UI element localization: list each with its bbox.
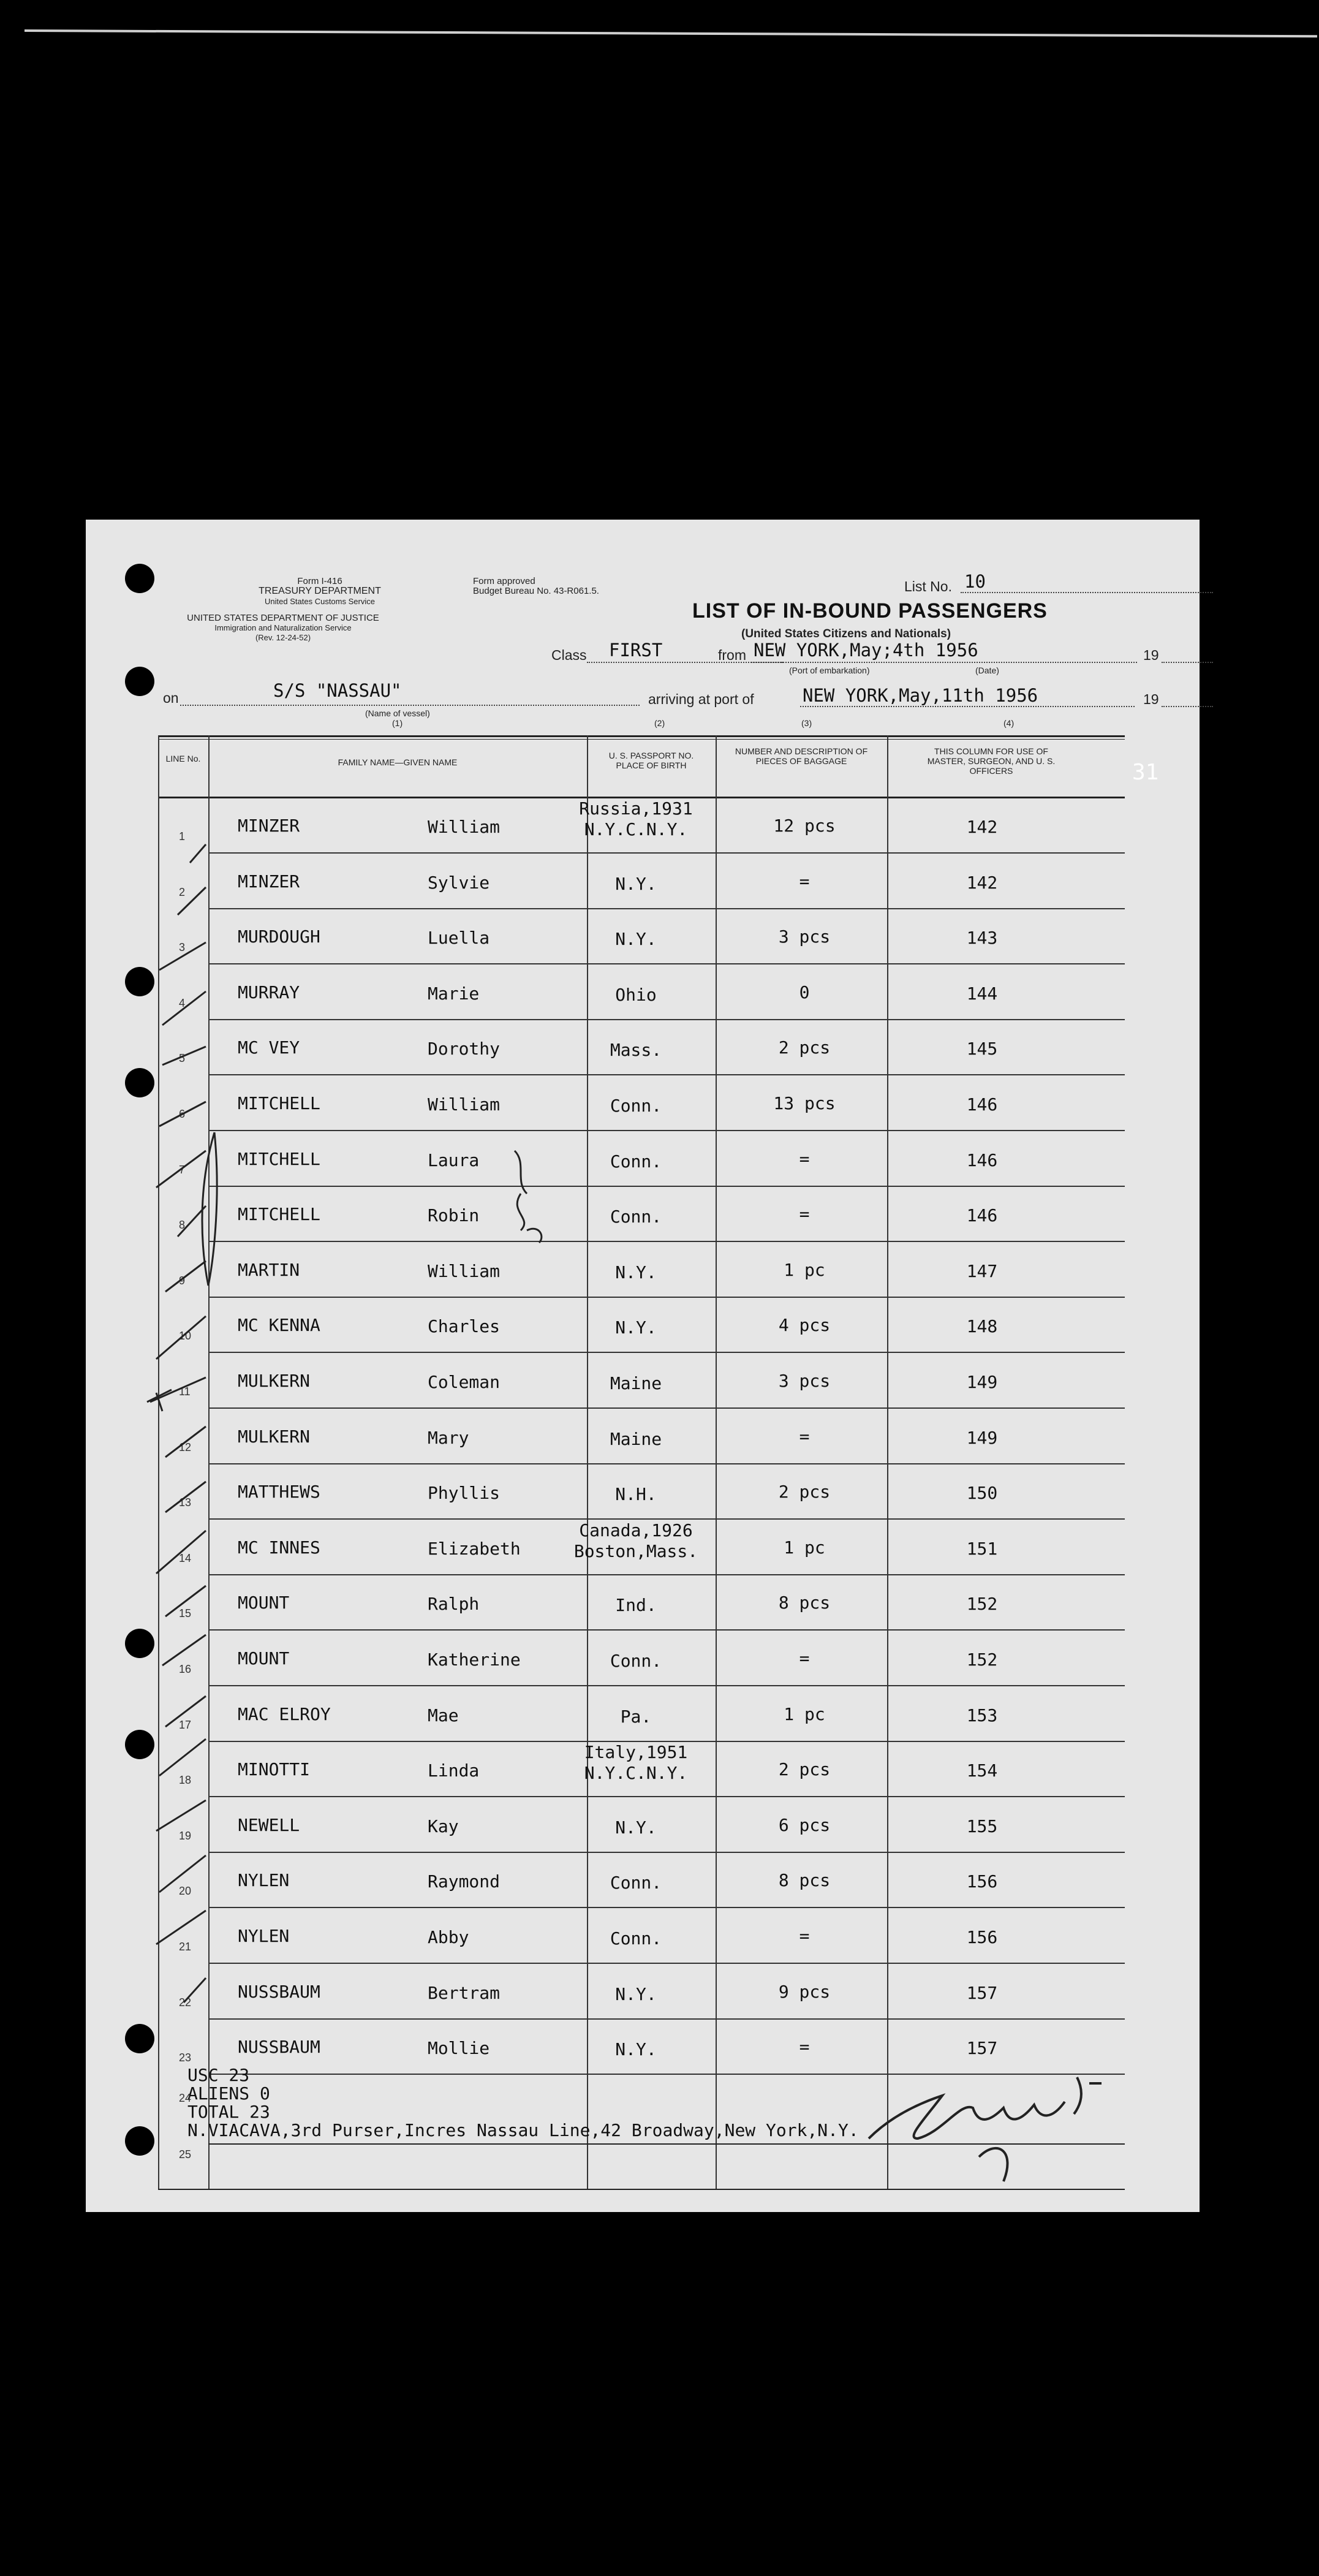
family-name: MC INNES (238, 1537, 320, 1558)
given-name: William (428, 1260, 501, 1281)
line-number: 13 (179, 1496, 192, 1509)
budget-bureau: Budget Bureau No. 43-R061.5. (473, 586, 599, 596)
scan-edge-line (25, 29, 1317, 37)
baggage: 9 pcs (778, 1981, 831, 2002)
line-number: 3 (179, 941, 186, 954)
place-of-birth: N.Y. (615, 1817, 657, 1838)
officer-number: 142 (966, 817, 998, 837)
arriving-value: NEW YORK,May,11th 1956 (803, 685, 1038, 706)
baggage: 6 pcs (778, 1814, 831, 1835)
place-of-birth: N.Y. (615, 1983, 657, 2004)
embark-caption: (Port of embarkation) (789, 665, 870, 675)
place-of-birth: Mass. (610, 1040, 662, 1061)
officer-number: 142 (966, 872, 998, 893)
ins-service: Immigration and Naturalization Service (214, 623, 352, 632)
family-name: MINZER (238, 871, 300, 892)
baggage: 3 pcs (778, 1371, 831, 1391)
given-name: Charles (428, 1316, 501, 1337)
arriving-label: arriving at port of (648, 691, 754, 707)
line-number: 14 (179, 1551, 192, 1564)
line-number: 4 (179, 996, 186, 1009)
caption-3: (3) (801, 718, 812, 728)
baggage: 0 (799, 982, 810, 1002)
family-name: MURRAY (238, 982, 300, 1002)
vessel-name: S/S "NASSAU" (273, 680, 402, 701)
given-name: Robin (428, 1205, 480, 1226)
given-name: Kay (428, 1816, 459, 1836)
line-number: 9 (179, 1274, 186, 1287)
grand-total: TOTAL 23 (187, 2102, 270, 2122)
header-name: FAMILY NAME—GIVEN NAME (338, 757, 458, 767)
given-name: Raymond (428, 1871, 501, 1892)
baggage: = (799, 2037, 810, 2058)
baggage: 1 pc (784, 1259, 825, 1280)
place-of-birth-line1: Canada,1926 (579, 1520, 693, 1540)
place-of-birth-line2: N.Y.C.N.Y. (584, 819, 688, 839)
revision: (Rev. 12-24-52) (255, 633, 311, 642)
line-number: 1 (179, 830, 186, 843)
header-baggage: NUMBER AND DESCRIPTION OF PIECES OF BAGGAGE (735, 746, 868, 766)
list-no-value: 10 (964, 571, 986, 592)
given-name: Mae (428, 1705, 459, 1726)
family-name: MAC ELROY (238, 1703, 331, 1724)
caption-2: (2) (654, 718, 665, 728)
place-of-birth: Conn. (610, 1207, 662, 1227)
form-title: LIST OF IN-BOUND PASSENGERS (692, 599, 1048, 623)
family-name: NYLEN (238, 1870, 290, 1891)
baggage: 8 pcs (778, 1870, 831, 1891)
officer-number: 157 (966, 1982, 998, 2003)
family-name: MATTHEWS (238, 1482, 320, 1502)
given-name: Laura (428, 1150, 480, 1170)
given-name: Bertram (428, 1982, 501, 2003)
place-of-birth: N.Y. (615, 873, 657, 894)
arriving-year-suffix: 19 (1143, 691, 1159, 707)
baggage: 13 pcs (773, 1093, 836, 1113)
place-of-birth: N.Y. (615, 929, 657, 950)
officer-number: 156 (966, 1927, 998, 1947)
officer-number: 146 (966, 1094, 998, 1115)
baggage: 2 pcs (778, 1759, 831, 1780)
officer-number: 144 (966, 983, 998, 1004)
line-number: 5 (179, 1052, 186, 1065)
place-of-birth: N.Y. (615, 1317, 657, 1338)
family-name: MITCHELL (238, 1148, 320, 1169)
usc-total: USC 23 (187, 2065, 250, 2085)
baggage: 8 pcs (778, 1593, 831, 1613)
family-name: MC KENNA (238, 1315, 320, 1336)
given-name: Mollie (428, 2038, 490, 2059)
given-name: Ralph (428, 1594, 480, 1615)
place-of-birth: Conn. (610, 1873, 662, 1893)
officer-number: 155 (966, 1816, 998, 1836)
manifest-page (86, 520, 1200, 2212)
officer-number: 154 (966, 1760, 998, 1781)
given-name: William (428, 1094, 501, 1115)
treasury-dept: TREASURY DEPARTMENT (259, 586, 381, 596)
officer-number: 145 (966, 1039, 998, 1059)
baggage: 4 pcs (778, 1315, 831, 1336)
from-value: NEW YORK,May;4th 1956 (754, 640, 978, 661)
baggage: = (799, 1926, 810, 1946)
officer-number: 147 (966, 1260, 998, 1281)
family-name: MULKERN (238, 1371, 311, 1391)
line-number: 20 (179, 1885, 192, 1898)
place-of-birth: Maine (610, 1373, 662, 1393)
aliens-total: ALIENS 0 (187, 2083, 270, 2104)
vessel-caption: (Name of vessel) (365, 708, 430, 718)
place-of-birth: N.Y. (615, 2039, 657, 2060)
justice-dept: UNITED STATES DEPARTMENT OF JUSTICE (187, 613, 379, 623)
family-name: MOUNT (238, 1593, 290, 1613)
family-name: MITCHELL (238, 1204, 320, 1225)
side-page-number: 31 (1132, 760, 1159, 785)
place-of-birth: Ohio (615, 984, 657, 1005)
given-name: Luella (428, 928, 490, 949)
family-name: NUSSBAUM (238, 2037, 320, 2058)
place-of-birth-line2: Boston,Mass. (573, 1540, 698, 1561)
class-label: Class (551, 647, 587, 663)
given-name: Coleman (428, 1372, 501, 1392)
date-caption: (Date) (975, 665, 999, 675)
baggage: = (799, 871, 810, 892)
given-name: Marie (428, 983, 480, 1004)
form-subtitle: (United States Citizens and Nationals) (741, 627, 951, 640)
family-name: NUSSBAUM (238, 1981, 320, 2002)
baggage: = (799, 1648, 810, 1669)
officer-number: 146 (966, 1205, 998, 1226)
place-of-birth: N.Y. (615, 1262, 657, 1282)
line-number: 8 (179, 1219, 186, 1232)
given-name: Dorothy (428, 1039, 501, 1059)
form-number: Form I-416 (297, 576, 342, 586)
header-officers: THIS COLUMN FOR USE OF MASTER, SURGEON, AND U. S. OFFICERS (927, 746, 1056, 776)
handwritten-checkmarks (86, 520, 1200, 2212)
line-number: 6 (179, 1108, 186, 1120)
place-of-birth-line1: Russia,1931 (579, 798, 693, 819)
line-number: 19 (179, 1829, 192, 1842)
line-number: 16 (179, 1663, 192, 1675)
from-label: from (718, 647, 746, 663)
place-of-birth: Conn. (610, 1928, 662, 1949)
line-number: 21 (179, 1941, 192, 1953)
given-name: Katherine (428, 1650, 521, 1670)
caption-1: (1) (392, 718, 403, 728)
officer-number: 149 (966, 1427, 998, 1448)
family-name: MITCHELL (238, 1093, 320, 1113)
place-of-birth: Maine (610, 1428, 662, 1449)
baggage: 2 pcs (778, 1482, 831, 1502)
year-suffix: 19 (1143, 647, 1159, 663)
line-number-24: 24 (179, 2092, 192, 2104)
baggage: 1 pc (784, 1537, 825, 1558)
line-number: 23 (179, 2051, 192, 2064)
given-name: Mary (428, 1427, 469, 1448)
given-name: Abby (428, 1927, 469, 1947)
customs-service: United States Customs Service (265, 597, 375, 606)
given-name: Sylvie (428, 872, 490, 893)
line-number: 15 (179, 1607, 192, 1620)
baggage: = (799, 1426, 810, 1447)
caption-4: (4) (1003, 718, 1015, 728)
officer-number: 143 (966, 928, 998, 949)
family-name: MC VEY (238, 1037, 300, 1058)
officer-number: 151 (966, 1538, 998, 1559)
officer-number: 152 (966, 1594, 998, 1615)
line-number: 22 (179, 1996, 192, 2009)
officer-number: 148 (966, 1316, 998, 1337)
line-number: 12 (179, 1441, 192, 1453)
place-of-birth-line2: N.Y.C.N.Y. (584, 1763, 688, 1784)
officer-number: 156 (966, 1871, 998, 1892)
officer-number: 149 (966, 1372, 998, 1392)
officer-number: 146 (966, 1150, 998, 1170)
place-of-birth: Conn. (610, 1096, 662, 1116)
given-name: Phyllis (428, 1483, 501, 1504)
place-of-birth: N.H. (615, 1484, 657, 1505)
family-name: MARTIN (238, 1259, 300, 1280)
family-name: MURDOUGH (238, 926, 320, 947)
line-number: 10 (179, 1330, 192, 1343)
place-of-birth: Conn. (610, 1151, 662, 1172)
given-name: Linda (428, 1760, 480, 1781)
place-of-birth-line1: Italy,1951 (584, 1742, 688, 1763)
class-value: FIRST (609, 640, 663, 661)
header-passport: U. S. PASSPORT NO. PLACE OF BIRTH (608, 751, 694, 770)
officer-number: 157 (966, 2038, 998, 2059)
officer-number: 150 (966, 1483, 998, 1504)
place-of-birth: Ind. (615, 1595, 657, 1616)
line-number: 17 (179, 1718, 192, 1731)
officer-number: 153 (966, 1705, 998, 1726)
baggage: = (799, 1204, 810, 1225)
family-name: NYLEN (238, 1926, 290, 1946)
baggage: 1 pc (784, 1703, 825, 1724)
header-line-no: LINE No. (165, 754, 201, 763)
family-name: MULKERN (238, 1426, 311, 1447)
form-approved: Form approved (473, 576, 535, 586)
place-of-birth: Conn. (610, 1651, 662, 1671)
baggage: 2 pcs (778, 1037, 831, 1058)
list-no-label: List No. (904, 578, 952, 594)
family-name: MINZER (238, 816, 300, 836)
family-name: NEWELL (238, 1814, 300, 1835)
given-name: William (428, 817, 501, 837)
baggage: 12 pcs (773, 816, 836, 836)
on-label: on (163, 690, 179, 706)
baggage: = (799, 1148, 810, 1169)
officer-number: 152 (966, 1650, 998, 1670)
line-number: 7 (179, 1163, 186, 1176)
purser-line: N.VIACAVA,3rd Purser,Incres Nassau Line,42 Broadway,New York,N.Y. (187, 2120, 859, 2140)
line-number: 11 (179, 1385, 191, 1398)
line-number: 18 (179, 1774, 192, 1787)
family-name: MOUNT (238, 1648, 290, 1669)
place-of-birth: Pa. (620, 1706, 652, 1727)
line-number: 2 (179, 885, 186, 898)
baggage: 3 pcs (778, 926, 831, 947)
line-number-25: 25 (179, 2148, 192, 2161)
family-name: MINOTTI (238, 1759, 311, 1780)
given-name: Elizabeth (428, 1538, 521, 1559)
